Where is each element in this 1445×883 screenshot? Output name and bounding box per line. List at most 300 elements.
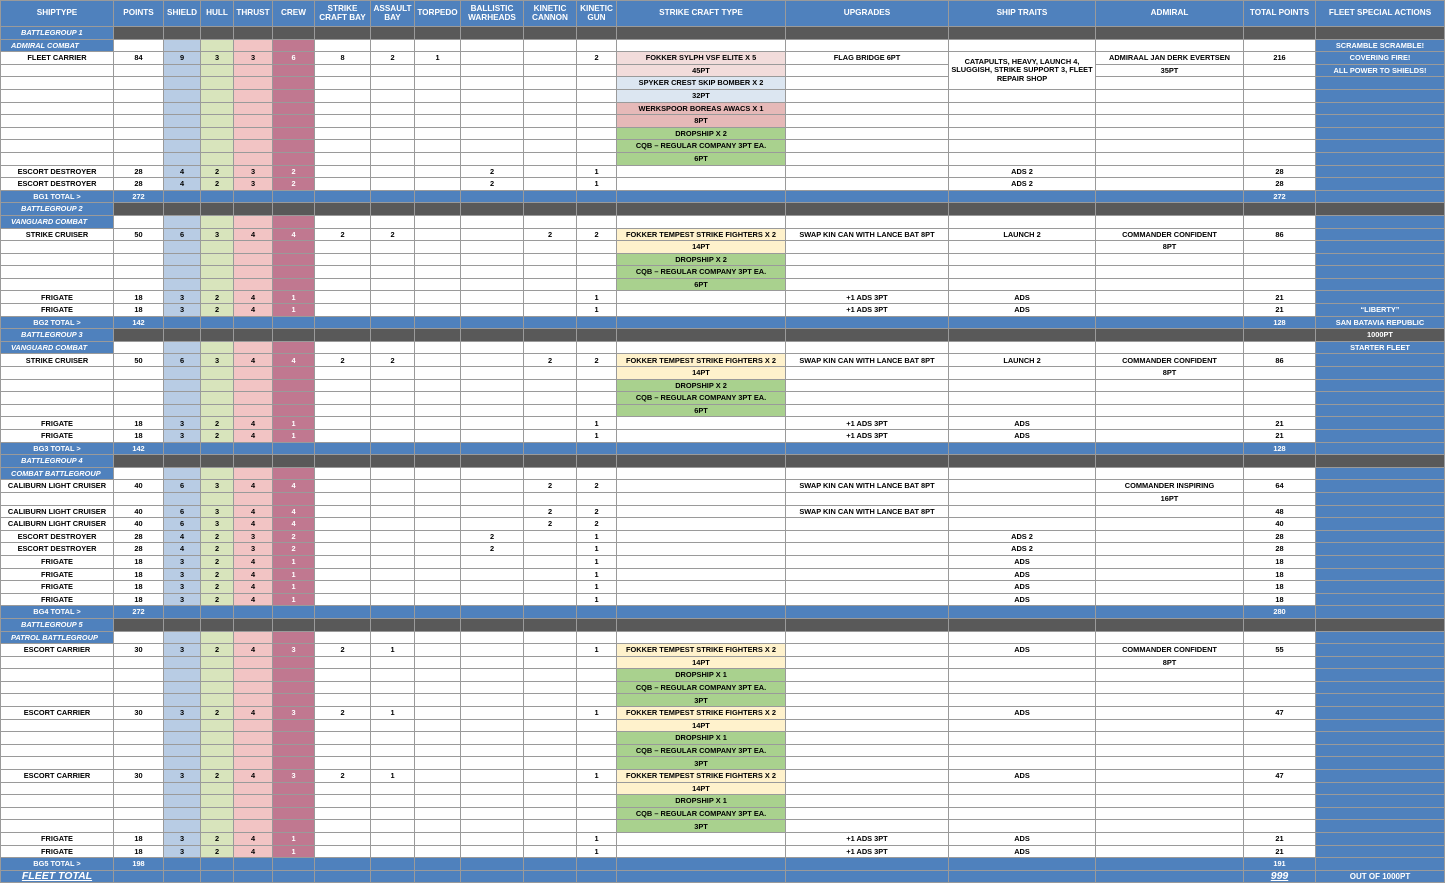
table-cell[interactable]: FRIGATE xyxy=(1,581,114,594)
table-cell[interactable]: 4 xyxy=(164,543,201,556)
table-cell[interactable]: 2 xyxy=(201,644,234,657)
table-cell[interactable]: 4 xyxy=(234,593,273,606)
table-cell[interactable]: FRIGATE xyxy=(1,568,114,581)
table-cell[interactable]: ADS xyxy=(949,555,1096,568)
table-cell[interactable]: 48 xyxy=(1244,505,1316,518)
col-ship-traits[interactable]: SHIP TRAITS xyxy=(949,1,1096,27)
table-cell[interactable]: ADS xyxy=(949,845,1096,858)
table-cell[interactable]: VANGUARD COMBAT xyxy=(1,341,114,354)
table-cell[interactable]: FOKKER TEMPEST STRIKE FIGHTERS X 2 xyxy=(617,707,786,720)
col-total-points[interactable]: TOTAL POINTS xyxy=(1244,1,1316,27)
table-cell[interactable]: 3 xyxy=(201,518,234,531)
table-cell[interactable]: 6 xyxy=(273,52,315,65)
table-cell[interactable]: 3 xyxy=(164,555,201,568)
table-cell[interactable]: 14PT xyxy=(617,719,786,732)
table-cell[interactable]: ESCORT DESTROYER xyxy=(1,530,114,543)
admiral-cell[interactable]: ADMIRAAL JAN DERK EVERTSEN xyxy=(1096,52,1244,65)
table-cell[interactable]: FRIGATE xyxy=(1,555,114,568)
table-cell[interactable]: 18 xyxy=(114,833,164,846)
table-cell[interactable]: 6 xyxy=(164,228,201,241)
table-cell[interactable]: CQB – REGULAR COMPANY 3PT EA. xyxy=(617,807,786,820)
table-cell[interactable]: 4 xyxy=(273,505,315,518)
table-cell[interactable]: 1 xyxy=(371,770,415,783)
table-cell[interactable]: 4 xyxy=(234,228,273,241)
table-cell[interactable]: 4 xyxy=(234,770,273,783)
col-torpedo[interactable]: TORPEDO xyxy=(415,1,461,27)
table-cell[interactable]: 3 xyxy=(234,52,273,65)
table-cell[interactable]: ADS 2 xyxy=(949,165,1096,178)
table-cell[interactable]: 3 xyxy=(164,568,201,581)
table-cell[interactable]: 8PT xyxy=(1096,241,1244,254)
table-cell[interactable]: 18 xyxy=(114,568,164,581)
table-cell[interactable]: 1 xyxy=(577,707,617,720)
table-cell[interactable]: ESCORT DESTROYER xyxy=(1,178,114,191)
table-cell[interactable]: COMMANDER CONFIDENT xyxy=(1096,354,1244,367)
col-upgrades[interactable]: UPGRADES xyxy=(786,1,949,27)
table-cell[interactable]: 4 xyxy=(273,480,315,493)
table-cell[interactable]: 1 xyxy=(577,178,617,191)
table-cell[interactable]: FRIGATE xyxy=(1,291,114,304)
table-cell[interactable]: 272 xyxy=(1244,190,1316,203)
table-cell[interactable]: 2 xyxy=(577,505,617,518)
table-cell[interactable]: 4 xyxy=(164,530,201,543)
table-cell[interactable]: 2 xyxy=(461,165,524,178)
table-cell[interactable]: 1 xyxy=(577,593,617,606)
table-cell[interactable]: 3 xyxy=(164,417,201,430)
table-cell[interactable]: LAUNCH 2 xyxy=(949,228,1096,241)
table-cell[interactable]: 2 xyxy=(273,165,315,178)
table-cell[interactable]: DROPSHIP X 2 xyxy=(617,127,786,140)
table-cell[interactable]: 18 xyxy=(1244,581,1316,594)
table-cell[interactable]: 28 xyxy=(1244,530,1316,543)
table-cell[interactable]: 1 xyxy=(273,568,315,581)
table-cell[interactable]: 3 xyxy=(201,228,234,241)
table-cell[interactable]: COMMANDER INSPIRING xyxy=(1096,480,1244,493)
table-cell[interactable]: CQB – REGULAR COMPANY 3PT EA. xyxy=(617,744,786,757)
table-cell[interactable]: 280 xyxy=(1244,606,1316,619)
ship-name[interactable]: FLEET CARRIER xyxy=(1,52,114,65)
table-cell[interactable]: 272 xyxy=(114,606,164,619)
table-cell[interactable]: 2 xyxy=(524,518,577,531)
table-cell[interactable]: 3 xyxy=(164,845,201,858)
table-cell[interactable]: 4 xyxy=(273,228,315,241)
special-action[interactable]: SCRAMBLE SCRAMBLE! xyxy=(1316,39,1445,52)
table-cell[interactable]: ESCORT CARRIER xyxy=(1,770,114,783)
table-cell[interactable]: LAUNCH 2 xyxy=(949,354,1096,367)
table-cell[interactable]: 18 xyxy=(1244,555,1316,568)
table-cell[interactable]: CQB – REGULAR COMPANY 3PT EA. xyxy=(617,266,786,279)
table-cell[interactable]: ADS 2 xyxy=(949,178,1096,191)
table-cell[interactable]: ADS xyxy=(949,417,1096,430)
table-cell[interactable]: BATTLEGROUP 4 xyxy=(1,455,114,468)
table-cell[interactable]: 2 xyxy=(273,543,315,556)
col-kinetic-cannon[interactable]: KINETIC CANNON xyxy=(524,1,577,27)
table-cell[interactable]: 40 xyxy=(1244,518,1316,531)
table-cell[interactable]: 3 xyxy=(164,581,201,594)
table-cell[interactable]: 2 xyxy=(461,178,524,191)
table-cell[interactable]: 1 xyxy=(371,707,415,720)
col-strike-craft-type[interactable]: STRIKE CRAFT TYPE xyxy=(617,1,786,27)
table-cell[interactable]: 2 xyxy=(524,505,577,518)
col-shiptype[interactable]: SHIPTYPE xyxy=(1,1,114,27)
table-cell[interactable]: ADS xyxy=(949,833,1096,846)
table-cell[interactable]: 1 xyxy=(273,417,315,430)
table-cell[interactable]: +1 ADS 3PT xyxy=(786,304,949,317)
table-cell[interactable]: ADS xyxy=(949,644,1096,657)
table-cell[interactable]: 40 xyxy=(114,480,164,493)
table-cell[interactable]: 28 xyxy=(114,543,164,556)
table-cell[interactable]: 3 xyxy=(273,770,315,783)
table-cell[interactable]: FRIGATE xyxy=(1,833,114,846)
table-cell[interactable]: 3 xyxy=(201,505,234,518)
table-cell[interactable]: 4 xyxy=(234,354,273,367)
table-cell[interactable]: 3 xyxy=(164,707,201,720)
table-cell[interactable]: COMMANDER CONFIDENT xyxy=(1096,644,1244,657)
table-cell[interactable]: 3 xyxy=(164,770,201,783)
table-cell[interactable]: ADS xyxy=(949,770,1096,783)
table-cell[interactable]: 4 xyxy=(234,833,273,846)
table-cell[interactable]: 2 xyxy=(371,52,415,65)
col-points[interactable]: POINTS xyxy=(114,1,164,27)
table-cell[interactable]: 1 xyxy=(577,770,617,783)
special-action[interactable]: ALL POWER TO SHIELDS! xyxy=(1316,64,1445,77)
table-cell[interactable]: ADS xyxy=(949,593,1096,606)
table-cell[interactable]: 3 xyxy=(201,480,234,493)
table-cell[interactable]: 2 xyxy=(577,480,617,493)
table-cell[interactable]: +1 ADS 3PT xyxy=(786,845,949,858)
table-cell[interactable]: 3 xyxy=(164,833,201,846)
table-cell[interactable]: 6 xyxy=(164,518,201,531)
table-cell[interactable]: 18 xyxy=(114,555,164,568)
table-cell[interactable]: 2 xyxy=(201,555,234,568)
table-cell[interactable]: 1 xyxy=(577,291,617,304)
table-cell[interactable]: 2 xyxy=(315,770,371,783)
table-cell[interactable]: ESCORT CARRIER xyxy=(1,707,114,720)
table-cell[interactable]: 2 xyxy=(461,530,524,543)
table-cell[interactable]: 40 xyxy=(114,505,164,518)
table-cell[interactable]: SWAP KIN CAN WITH LANCE BAT 8PT xyxy=(786,505,949,518)
table-cell[interactable]: STRIKE CRUISER xyxy=(1,354,114,367)
ship-traits-cell[interactable]: CATAPULTS, HEAVY, LAUNCH 4, SLUGGISH, STRIKE SUPPORT 3, FLEET REPAIR SHOP xyxy=(949,52,1096,90)
table-cell[interactable]: FOKKER TEMPEST STRIKE FIGHTERS X 2 xyxy=(617,644,786,657)
table-cell[interactable]: 2 xyxy=(315,228,371,241)
table-cell[interactable]: 18 xyxy=(114,430,164,443)
table-cell[interactable]: 1 xyxy=(577,581,617,594)
table-cell[interactable]: 1 xyxy=(577,530,617,543)
table-cell[interactable]: 2 xyxy=(201,417,234,430)
table-cell[interactable]: 2 xyxy=(273,530,315,543)
table-cell[interactable]: FRIGATE xyxy=(1,845,114,858)
battlegroup-type[interactable]: ADMIRAL COMBAT xyxy=(1,39,114,52)
table-cell[interactable]: ADS xyxy=(949,568,1096,581)
table-cell[interactable]: 1 xyxy=(577,417,617,430)
table-cell[interactable]: FOKKER TEMPEST STRIKE FIGHTERS X 2 xyxy=(617,354,786,367)
table-cell[interactable]: 1 xyxy=(273,593,315,606)
table-cell[interactable]: 2 xyxy=(315,354,371,367)
table-cell[interactable]: 18 xyxy=(1244,568,1316,581)
table-cell[interactable]: 2 xyxy=(273,178,315,191)
table-cell[interactable]: 2 xyxy=(201,833,234,846)
table-cell[interactable]: VANGUARD COMBAT xyxy=(1,215,114,228)
table-cell[interactable]: 2 xyxy=(201,770,234,783)
table-cell[interactable]: 50 xyxy=(114,228,164,241)
table-cell[interactable]: 2 xyxy=(371,228,415,241)
table-cell[interactable]: DROPSHIP X 2 xyxy=(617,253,786,266)
table-cell[interactable]: 4 xyxy=(234,430,273,443)
table-cell[interactable]: 2 xyxy=(201,291,234,304)
table-cell[interactable]: DROPSHIP X 1 xyxy=(617,732,786,745)
table-cell[interactable]: 28 xyxy=(114,165,164,178)
table-cell[interactable]: ADS xyxy=(949,707,1096,720)
table-cell[interactable]: 4 xyxy=(234,707,273,720)
table-cell[interactable]: 4 xyxy=(273,518,315,531)
table-cell[interactable]: CALIBURN LIGHT CRUISER xyxy=(1,505,114,518)
table-cell[interactable]: 4 xyxy=(234,417,273,430)
table-cell[interactable]: BG4 TOTAL > xyxy=(1,606,114,619)
table-cell[interactable]: 4 xyxy=(234,644,273,657)
table-cell[interactable]: 272 xyxy=(114,190,164,203)
table-cell[interactable]: BG2 TOTAL > xyxy=(1,316,114,329)
table-cell[interactable]: 1 xyxy=(577,833,617,846)
table-cell[interactable]: 6 xyxy=(164,505,201,518)
table-cell[interactable]: 18 xyxy=(114,304,164,317)
table-cell[interactable]: ADS xyxy=(949,304,1096,317)
table-cell[interactable]: FRIGATE xyxy=(1,417,114,430)
table-cell[interactable]: 1 xyxy=(577,555,617,568)
table-cell[interactable]: 18 xyxy=(1244,593,1316,606)
table-cell[interactable]: 2 xyxy=(577,354,617,367)
table-cell[interactable]: 2 xyxy=(577,518,617,531)
table-cell[interactable]: 4 xyxy=(234,581,273,594)
table-cell[interactable]: 2 xyxy=(201,178,234,191)
table-cell[interactable]: 50 xyxy=(114,354,164,367)
table-cell[interactable]: 2 xyxy=(461,543,524,556)
table-cell[interactable]: 2 xyxy=(315,707,371,720)
table-cell[interactable]: SPYKER CREST SKIP BOMBER X 2 xyxy=(617,77,786,90)
table-cell[interactable]: 2 xyxy=(201,530,234,543)
table-cell[interactable]: +1 ADS 3PT xyxy=(786,833,949,846)
table-cell[interactable]: 1 xyxy=(273,555,315,568)
table-cell[interactable]: 6PT xyxy=(617,404,786,417)
table-cell[interactable]: BATTLEGROUP 3 xyxy=(1,329,114,342)
table-cell[interactable]: 2 xyxy=(201,845,234,858)
special-action[interactable]: COVERING FIRE! xyxy=(1316,52,1445,65)
table-cell[interactable]: ADS 2 xyxy=(949,530,1096,543)
table-cell[interactable]: DROPSHIP X 2 xyxy=(617,379,786,392)
table-cell[interactable]: 3PT xyxy=(617,694,786,707)
table-cell[interactable]: 18 xyxy=(114,417,164,430)
table-cell[interactable]: 30 xyxy=(114,770,164,783)
table-cell[interactable]: 30 xyxy=(114,707,164,720)
table-cell[interactable]: 1 xyxy=(577,845,617,858)
col-shield[interactable]: SHIELD xyxy=(164,1,201,27)
col-ballistic-warheads[interactable]: BALLISTIC WARHEADS xyxy=(461,1,524,27)
table-cell[interactable]: COMMANDER CONFIDENT xyxy=(1096,228,1244,241)
table-cell[interactable]: 4 xyxy=(273,354,315,367)
table-cell[interactable]: 21 xyxy=(1244,430,1316,443)
table-cell[interactable]: 84 xyxy=(114,52,164,65)
table-cell[interactable]: 6 xyxy=(164,354,201,367)
table-cell[interactable]: 45PT xyxy=(617,64,786,77)
table-cell[interactable]: 47 xyxy=(1244,707,1316,720)
table-cell[interactable]: 6PT xyxy=(617,152,786,165)
table-cell[interactable]: 16PT xyxy=(1096,492,1244,505)
table-cell[interactable]: CQB – REGULAR COMPANY 3PT EA. xyxy=(617,140,786,153)
table-cell[interactable]: 4 xyxy=(234,291,273,304)
table-cell[interactable]: 2 xyxy=(315,644,371,657)
table-cell[interactable]: 4 xyxy=(234,518,273,531)
table-cell[interactable]: 1 xyxy=(577,543,617,556)
table-cell[interactable]: 4 xyxy=(234,505,273,518)
table-cell[interactable]: PATROL BATTLEGROUP xyxy=(1,631,114,644)
table-cell[interactable]: CALIBURN LIGHT CRUISER xyxy=(1,480,114,493)
table-cell[interactable]: 1 xyxy=(415,52,461,65)
table-cell[interactable]: 3 xyxy=(164,304,201,317)
total-points-cell[interactable]: 216 xyxy=(1244,52,1316,65)
table-cell[interactable]: 3 xyxy=(234,543,273,556)
table-cell[interactable]: 4 xyxy=(234,568,273,581)
table-cell[interactable]: ADS xyxy=(949,430,1096,443)
table-cell[interactable]: 142 xyxy=(114,442,164,455)
table-cell[interactable]: FRIGATE xyxy=(1,304,114,317)
table-cell[interactable]: 21 xyxy=(1244,291,1316,304)
table-cell[interactable]: 2 xyxy=(201,581,234,594)
table-cell[interactable]: 9 xyxy=(164,52,201,65)
table-cell[interactable]: 1 xyxy=(577,568,617,581)
table-cell[interactable]: 8 xyxy=(315,52,371,65)
table-cell[interactable]: 86 xyxy=(1244,354,1316,367)
table-cell[interactable]: 8PT xyxy=(1096,367,1244,380)
table-cell[interactable]: 191 xyxy=(1244,858,1316,871)
table-cell[interactable]: ESCORT CARRIER xyxy=(1,644,114,657)
table-cell[interactable]: 64 xyxy=(1244,480,1316,493)
table-cell[interactable]: 4 xyxy=(164,165,201,178)
table-cell[interactable]: 2 xyxy=(201,165,234,178)
table-cell[interactable]: 21 xyxy=(1244,417,1316,430)
table-cell[interactable]: CQB – REGULAR COMPANY 3PT EA. xyxy=(617,392,786,405)
table-cell[interactable]: 2 xyxy=(577,228,617,241)
table-cell[interactable]: 3PT xyxy=(617,820,786,833)
table-cell[interactable]: 1 xyxy=(273,833,315,846)
table-cell[interactable]: 30 xyxy=(114,644,164,657)
battlegroup-label[interactable]: BATTLEGROUP 2 xyxy=(1,203,114,216)
table-cell[interactable]: FRIGATE xyxy=(1,593,114,606)
table-cell[interactable]: 28 xyxy=(114,178,164,191)
table-cell[interactable]: FRIGATE xyxy=(1,430,114,443)
table-cell[interactable]: 21 xyxy=(1244,304,1316,317)
table-cell[interactable]: 28 xyxy=(1244,178,1316,191)
table-cell[interactable]: 21 xyxy=(1244,845,1316,858)
table-cell[interactable]: +1 ADS 3PT xyxy=(786,430,949,443)
col-crew[interactable]: CREW xyxy=(273,1,315,27)
table-cell[interactable]: 28 xyxy=(114,530,164,543)
table-cell[interactable]: 6 xyxy=(164,480,201,493)
table-cell[interactable]: BATTLEGROUP 5 xyxy=(1,618,114,631)
table-cell[interactable]: 35PT xyxy=(1096,64,1244,77)
table-cell[interactable]: 2 xyxy=(524,228,577,241)
table-cell[interactable]: 128 xyxy=(1244,442,1316,455)
table-cell[interactable]: ADS xyxy=(949,291,1096,304)
table-cell[interactable]: 3 xyxy=(164,644,201,657)
table-cell[interactable]: 2 xyxy=(524,480,577,493)
table-cell[interactable]: BG3 TOTAL > xyxy=(1,442,114,455)
table-cell[interactable]: 14PT xyxy=(617,241,786,254)
table-cell[interactable]: 3 xyxy=(164,291,201,304)
table-cell[interactable]: 2 xyxy=(371,354,415,367)
upgrade-cell[interactable]: FLAG BRIDGE 6PT xyxy=(786,52,949,65)
table-cell[interactable]: 3 xyxy=(164,430,201,443)
strike-craft-cell[interactable]: FOKKER SYLPH VSF ELITE X 5 xyxy=(617,52,786,65)
table-cell[interactable]: +1 ADS 3PT xyxy=(786,291,949,304)
table-cell[interactable]: ESCORT DESTROYER xyxy=(1,543,114,556)
table-cell[interactable]: 3 xyxy=(273,707,315,720)
table-cell[interactable]: 1 xyxy=(273,581,315,594)
table-cell[interactable]: SWAP KIN CAN WITH LANCE BAT 8PT xyxy=(786,354,949,367)
table-cell[interactable]: 1 xyxy=(273,845,315,858)
table-cell[interactable]: 6PT xyxy=(617,278,786,291)
table-cell[interactable]: 3 xyxy=(164,593,201,606)
table-cell[interactable]: FOKKER TEMPEST STRIKE FIGHTERS X 2 xyxy=(617,770,786,783)
table-cell[interactable]: BG5 TOTAL > xyxy=(1,858,114,871)
col-admiral[interactable]: ADMIRAL xyxy=(1096,1,1244,27)
table-cell[interactable]: 8PT xyxy=(617,115,786,128)
table-cell[interactable]: 28 xyxy=(1244,543,1316,556)
col-hull[interactable]: HULL xyxy=(201,1,234,27)
col-strike-craft-bay[interactable]: STRIKE CRAFT BAY xyxy=(315,1,371,27)
table-cell[interactable]: COMBAT BATTLEGROUP xyxy=(1,467,114,480)
table-cell[interactable]: 1 xyxy=(577,165,617,178)
table-cell[interactable]: 142 xyxy=(114,316,164,329)
table-cell[interactable]: 3 xyxy=(234,530,273,543)
table-cell[interactable]: 3 xyxy=(234,165,273,178)
table-cell[interactable]: SWAP KIN CAN WITH LANCE BAT 8PT xyxy=(786,228,949,241)
table-cell[interactable]: 1 xyxy=(273,430,315,443)
table-cell[interactable]: 14PT xyxy=(617,367,786,380)
table-cell[interactable]: 1 xyxy=(577,304,617,317)
table-cell[interactable]: 2 xyxy=(201,430,234,443)
col-thrust[interactable]: THRUST xyxy=(234,1,273,27)
table-cell[interactable]: 18 xyxy=(114,291,164,304)
table-cell[interactable]: SWAP KIN CAN WITH LANCE BAT 8PT xyxy=(786,480,949,493)
table-cell[interactable]: 86 xyxy=(1244,228,1316,241)
table-cell[interactable]: FOKKER TEMPEST STRIKE FIGHTERS X 2 xyxy=(617,228,786,241)
table-cell[interactable]: 3 xyxy=(234,178,273,191)
table-cell[interactable]: 2 xyxy=(201,304,234,317)
table-cell[interactable]: 2 xyxy=(524,354,577,367)
table-cell[interactable]: ESCORT DESTROYER xyxy=(1,165,114,178)
table-cell[interactable]: ADS 2 xyxy=(949,543,1096,556)
table-cell[interactable]: +1 ADS 3PT xyxy=(786,417,949,430)
table-cell[interactable]: 18 xyxy=(114,593,164,606)
table-cell[interactable]: 3PT xyxy=(617,757,786,770)
table-cell[interactable]: STRIKE CRUISER xyxy=(1,228,114,241)
table-cell[interactable]: 32PT xyxy=(617,89,786,102)
table-cell[interactable]: 55 xyxy=(1244,644,1316,657)
table-cell[interactable]: 8PT xyxy=(1096,656,1244,669)
table-cell[interactable]: 47 xyxy=(1244,770,1316,783)
table-cell[interactable]: CALIBURN LIGHT CRUISER xyxy=(1,518,114,531)
table-cell[interactable]: 2 xyxy=(577,52,617,65)
table-cell[interactable]: 18 xyxy=(114,581,164,594)
table-cell[interactable]: 21 xyxy=(1244,833,1316,846)
table-cell[interactable]: DROPSHIP X 1 xyxy=(617,669,786,682)
table-cell[interactable]: 2 xyxy=(201,707,234,720)
table-cell[interactable]: 4 xyxy=(164,178,201,191)
table-cell[interactable]: 4 xyxy=(234,845,273,858)
col-assault-bay[interactable]: ASSAULT BAY xyxy=(371,1,415,27)
col-kinetic-gun[interactable]: KINETIC GUN xyxy=(577,1,617,27)
table-cell[interactable]: 4 xyxy=(234,555,273,568)
